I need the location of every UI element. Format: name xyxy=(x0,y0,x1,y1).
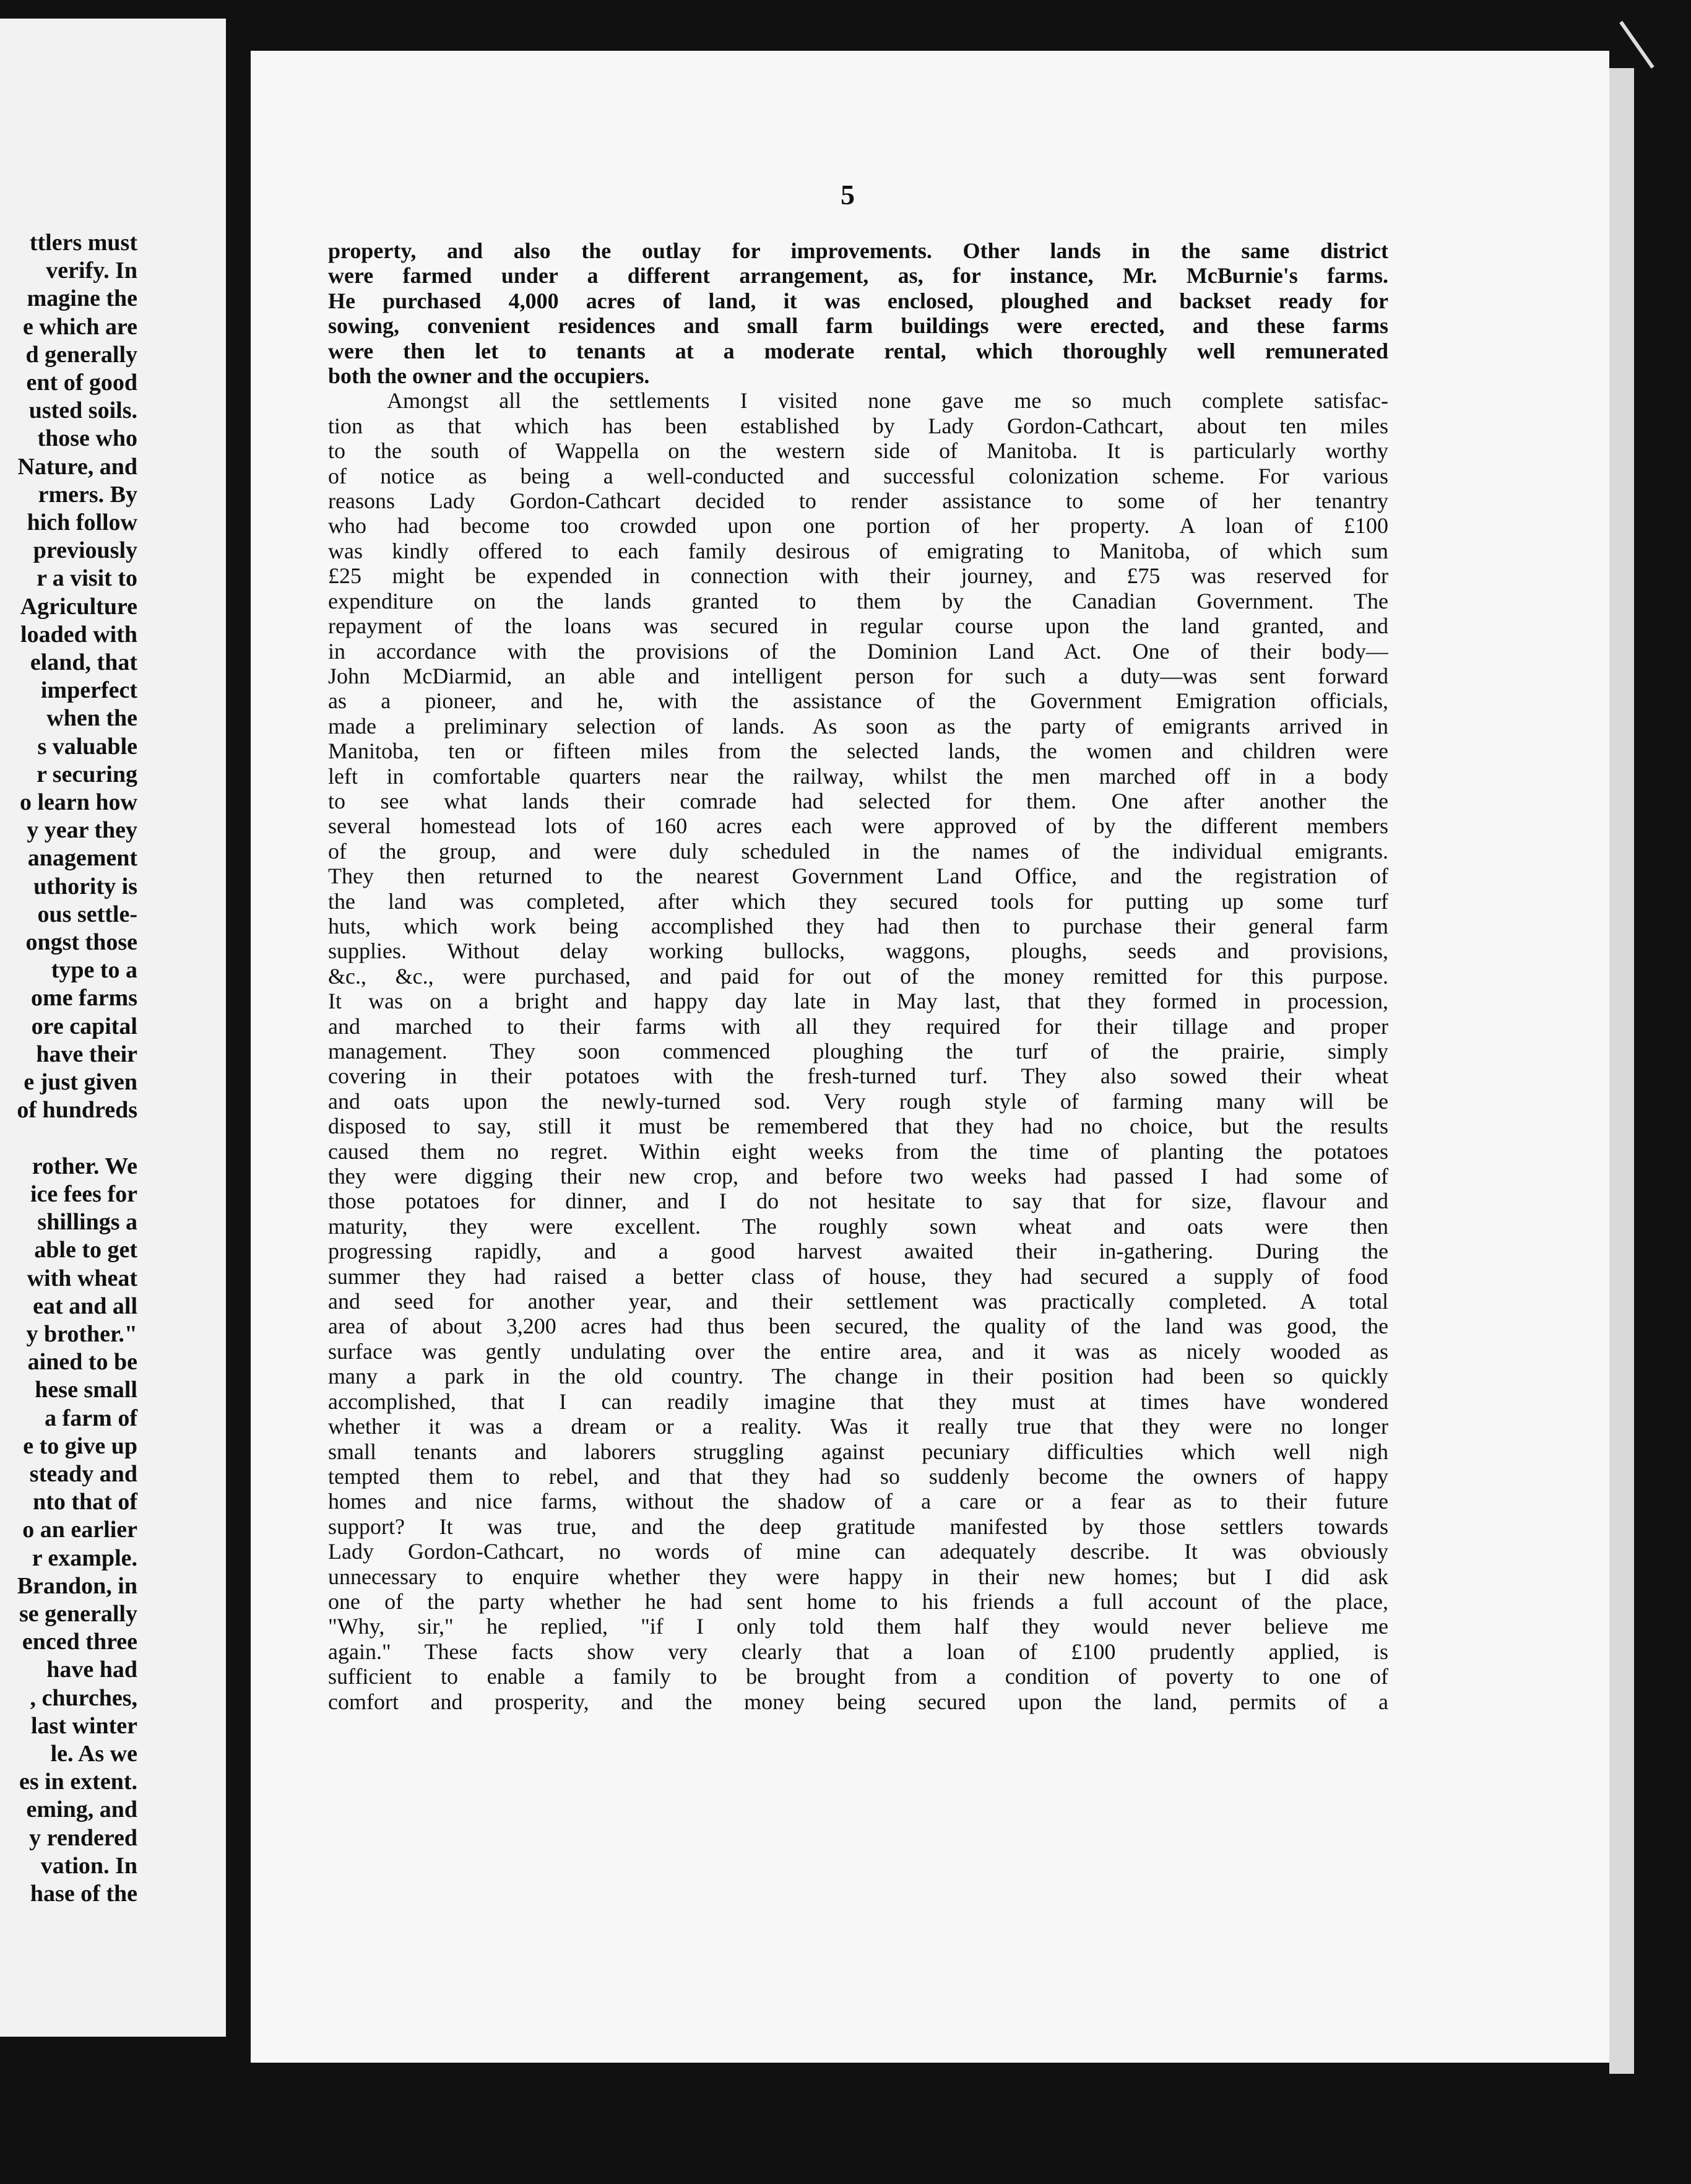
paragraph-line: Lady Gordon-Cathcart, no words of mine can adequately describe. It was obviously xyxy=(328,1539,1388,1564)
paragraph-line: as a pioneer, and he, with the assistance of the Government Emigration officials, xyxy=(328,688,1388,714)
left-page-line: , churches, xyxy=(30,1684,137,1711)
left-page-line: ongst those xyxy=(25,929,137,956)
left-page-line: when the xyxy=(46,705,137,732)
paragraph-line: accomplished, that I can readily imagine that they must at times have wondered xyxy=(328,1389,1388,1414)
left-page-line: ore capital xyxy=(31,1013,137,1039)
left-page-line: s valuable xyxy=(37,733,137,760)
left-page-line: able to get xyxy=(34,1237,137,1263)
left-page-line: loaded with xyxy=(20,621,137,648)
paragraph-line: and oats upon the newly-turned sod. Very rough style of farming many will be xyxy=(328,1088,1388,1114)
paragraph-line: support? It was true, and the deep gratitude manifested by those settlers towards xyxy=(328,1514,1388,1539)
paragraph-line: whether it was a dream or a reality. Was it really true that they were no longer xyxy=(328,1414,1388,1439)
book-spine xyxy=(226,19,251,2037)
left-page-line: le. As we xyxy=(50,1740,137,1767)
paragraph-line: caused them no regret. Within eight weeks from the time of planting the potatoes xyxy=(328,1138,1388,1164)
paragraph-line: expenditure on the lands granted to them by the Canadian Government. The xyxy=(328,588,1388,613)
left-page-line: last winter xyxy=(30,1712,137,1739)
paragraph-line: covering in their potatoes with the fresh-turned turf. They also sowed their wheat xyxy=(328,1064,1388,1089)
left-page-line: d generally xyxy=(25,341,137,368)
left-page-line: usted soils. xyxy=(28,397,137,424)
paragraph-line: &c., &c., were purchased, and paid for out of the money remitted for this purpose. xyxy=(328,963,1388,989)
left-page-line: es in extent. xyxy=(19,1769,137,1795)
paragraph-line: the land was completed, after which they secured tools for putting up some turf xyxy=(328,888,1388,914)
paragraph-line: sufficient to enable a family to be brought from a condition of poverty to one of xyxy=(328,1664,1388,1689)
left-page-fragment xyxy=(0,19,226,2037)
left-page-line: nto that of xyxy=(33,1489,137,1515)
left-page-line: eat and all xyxy=(33,1293,137,1319)
left-page-line: have their xyxy=(36,1041,137,1067)
left-page-line: ent of good xyxy=(26,370,137,396)
left-page-line: rother. We xyxy=(32,1153,137,1179)
left-page-line: uthority is xyxy=(33,873,137,899)
left-page-line: o an earlier xyxy=(22,1517,137,1543)
paragraph-line: Manitoba, ten or fifteen miles from the selected lands, the women and children were xyxy=(328,739,1388,764)
paragraph-line: in accordance with the provisions of the Dominion Land Act. One of their body— xyxy=(328,638,1388,664)
left-page-line: Agriculture xyxy=(20,593,137,620)
paragraph-line: supplies. Without delay working bullocks, waggons, ploughs, seeds and provisions, xyxy=(328,938,1388,964)
paragraph-line: small tenants and laborers struggling against pecuniary difficulties which well nigh xyxy=(328,1439,1388,1464)
left-page-line: of hundreds xyxy=(17,1097,137,1124)
left-page-line: steady and xyxy=(29,1460,137,1487)
paragraph-line: maturity, they were excellent. The roughly sown wheat and oats were then xyxy=(328,1213,1388,1239)
bold-text-line: sowing, convenient residences and small farm buildings were erected, and these farms xyxy=(328,313,1388,339)
bold-text-line: property, and also the outlay for improvements. Other lands in the same district xyxy=(328,238,1388,263)
left-page-line: with wheat xyxy=(27,1265,137,1291)
left-page-line: ous settle- xyxy=(37,901,137,927)
left-page-line: have had xyxy=(46,1657,137,1683)
paragraph-line: who had become too crowded upon one portion of her property. A loan of £100 xyxy=(328,513,1388,539)
bold-text-line: were farmed under a different arrangement, as, for instance, Mr. McBurnie's farms. xyxy=(328,263,1388,288)
left-page-line xyxy=(0,1125,137,1153)
left-page-line: e to give up xyxy=(23,1432,137,1459)
paragraph-line: of the group, and were duly scheduled in the names of the individual emigrants. xyxy=(328,838,1388,864)
left-page-line: ttlers must xyxy=(29,230,137,256)
paragraph-line: £25 might be expended in connection with their journey, and £75 was reserved for xyxy=(328,563,1388,589)
paragraph-line: management. They soon commenced ploughing the turf of the prairie, simply xyxy=(328,1039,1388,1064)
paragraph-line: several homestead lots of 160 acres each were approved of by the different members xyxy=(328,813,1388,839)
left-page-line: se generally xyxy=(19,1600,137,1627)
paragraph-line: was kindly offered to each family desirous of emigrating to Manitoba, of which sum xyxy=(328,538,1388,563)
paragraph-line: made a preliminary selection of lands. As soon as the party of emigrants arrived in xyxy=(328,713,1388,739)
paragraph-line: area of about 3,200 acres had thus been secured, the quality of the land was good, the xyxy=(328,1314,1388,1339)
paragraph-line: tempted them to rebel, and that they had so suddenly become the owners of happy xyxy=(328,1463,1388,1489)
paragraph-line: "Why, sir," he replied, "if I only told them half they would never believe me xyxy=(328,1614,1388,1639)
paragraph-line: and seed for another year, and their settlement was practically completed. A total xyxy=(328,1289,1388,1314)
paragraph-line: comfort and prosperity, and the money being secured upon the land, permits of a xyxy=(328,1689,1388,1714)
paragraph-line: Amongst all the settlements I visited none gave me so much complete satisfac- xyxy=(387,388,1388,414)
paragraph-line: and marched to their farms with all they required for their tillage and proper xyxy=(328,1013,1388,1039)
left-page-line: previously xyxy=(33,537,137,564)
left-page-line: ice fees for xyxy=(30,1181,137,1207)
bold-text-line: were then let to tenants at a moderate rental, which thoroughly well remunerated xyxy=(328,338,1388,363)
left-page-line: type to a xyxy=(51,957,137,984)
paragraph-line: again." These facts show very clearly that a loan of £100 prudently applied, is xyxy=(328,1639,1388,1664)
left-page-line: r example. xyxy=(32,1545,137,1571)
paragraph-line: reasons Lady Gordon-Cathcart decided to render assistance to some of her tenantry xyxy=(328,488,1388,514)
paragraph-line: many a park in the old country. The change in their position had been so quickly xyxy=(328,1364,1388,1389)
left-page-line: enced three xyxy=(22,1629,137,1655)
left-page-line: y year they xyxy=(27,817,137,844)
left-page-line: y brother." xyxy=(26,1320,137,1347)
paragraph-line: to see what lands their comrade had selected for them. One after another the xyxy=(328,788,1388,813)
left-page-line: those who xyxy=(37,425,137,452)
left-page-line: hese small xyxy=(35,1377,137,1403)
left-page-line: e just given xyxy=(24,1069,137,1096)
paragraph-line: huts, which work being accomplished they had then to purchase their general farm xyxy=(328,913,1388,938)
paragraph-line: left in comfortable quarters near the railway, whilst the men marched off in a body xyxy=(328,763,1388,789)
paragraph-line: repayment of the loans was secured in regular course upon the land granted, and xyxy=(328,613,1388,639)
left-page-line: a farm of xyxy=(45,1405,137,1431)
paragraph-line: unnecessary to enquire whether they were happy in their new homes; but I did ask xyxy=(328,1564,1388,1589)
left-page-line: anagement xyxy=(27,845,137,872)
bold-text-line: He purchased 4,000 acres of land, it was enclosed, ploughed and backset ready for xyxy=(328,288,1388,313)
left-page-line: eming, and xyxy=(26,1796,137,1823)
left-page-line: Brandon, in xyxy=(17,1572,137,1599)
paragraph-line: homes and nice farms, without the shadow of a care or a fear as to their future xyxy=(328,1489,1388,1514)
left-page-line: r a visit to xyxy=(37,565,137,592)
paragraph-line: tion as that which has been established by Lady Gordon-Cathcart, about ten miles xyxy=(328,413,1388,438)
left-page-line: r securing xyxy=(37,761,137,787)
left-page-line: e which are xyxy=(22,313,137,340)
paragraph-line: disposed to say, still it must be remembered that they had no choice, but the results xyxy=(328,1114,1388,1139)
left-page-line: y rendered xyxy=(29,1824,137,1851)
page-edge xyxy=(1609,68,1634,2074)
paragraph-line: They then returned to the nearest Government Land Office, and the registration of xyxy=(328,864,1388,889)
paragraph-line: It was on a bright and happy day late in May last, that they formed in procession, xyxy=(328,989,1388,1014)
paragraph-line: those potatoes for dinner, and I do not hesitate to say that for size, flavour and xyxy=(328,1189,1388,1214)
left-page-line: imperfect xyxy=(40,677,137,704)
paragraph-line: John McDiarmid, an able and intelligent person for such a duty—was sent forward xyxy=(328,663,1388,688)
left-page-line: rmers. By xyxy=(38,481,137,508)
paragraph-line: to the south of Wappella on the western side of Manitoba. It is particularly worthy xyxy=(328,438,1388,464)
paragraph-line: surface was gently undulating over the entire area, and it was as nicely wooded as xyxy=(328,1338,1388,1364)
paragraph-line: one of the party whether he had sent home to his friends a full account of the place, xyxy=(328,1588,1388,1614)
paragraph-line: they were digging their new crop, and before two weeks had passed I had some of xyxy=(328,1164,1388,1189)
page-number: 5 xyxy=(841,179,855,210)
left-page-line: eland, that xyxy=(30,649,137,676)
left-page-line: vation. In xyxy=(40,1852,137,1879)
left-page-line: magine the xyxy=(27,285,137,312)
corner-clip-mark xyxy=(1619,0,1685,69)
body-text xyxy=(328,238,1388,1714)
paragraph-line: progressing rapidly, and a good harvest awaited their in-gathering. During the xyxy=(328,1239,1388,1264)
left-page-line: hich follow xyxy=(27,509,137,536)
left-page-line: ained to be xyxy=(27,1349,137,1376)
paragraph-line: of notice as being a well-conducted and successful colonization scheme. For various xyxy=(328,463,1388,488)
left-page-line: verify. In xyxy=(46,258,137,284)
left-page-line: Nature, and xyxy=(17,453,137,480)
paragraph-line: summer they had raised a better class of house, they had secured a supply of food xyxy=(328,1263,1388,1289)
left-page-line: shillings a xyxy=(37,1209,137,1236)
left-page-line: ome farms xyxy=(31,985,137,1012)
left-page-line: o learn how xyxy=(20,789,137,816)
bold-text-line: both the owner and the occupiers. xyxy=(328,363,650,389)
left-page-text-column xyxy=(0,229,137,1908)
left-page-line: hase of the xyxy=(30,1880,137,1907)
